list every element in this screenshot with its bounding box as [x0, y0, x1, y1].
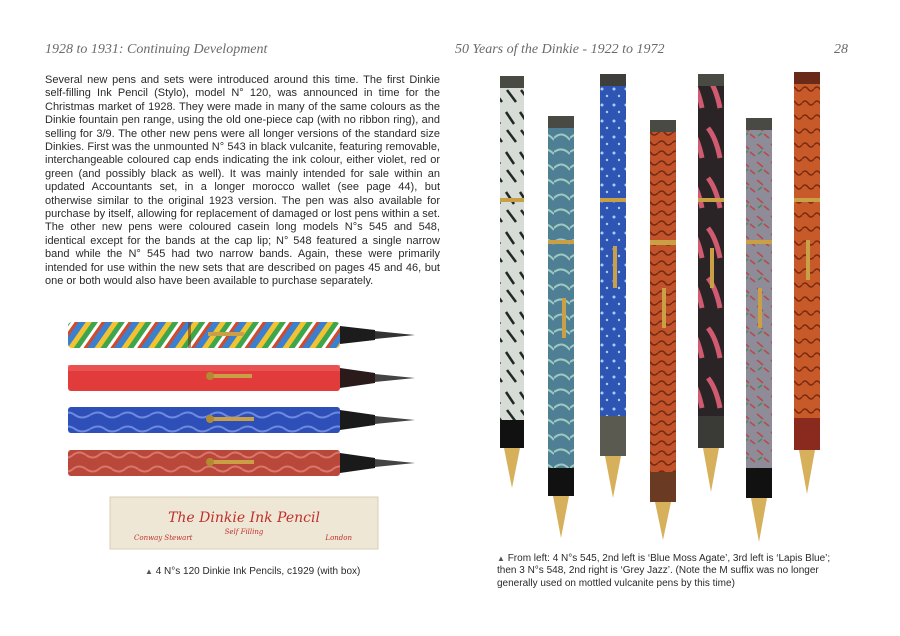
caption-fountain-pens: [497, 553, 842, 590]
fountain-pens-illustration: [490, 68, 845, 546]
page-number: 28: [834, 42, 848, 57]
pencil-red: [68, 365, 415, 391]
pen-2: [548, 116, 574, 538]
caption-fountain-pens-text: From left: 4 N°s 545, 2nd left is ‘Blue Moss Agate’, 3rd left is ‘Lapis Blue’; then 3 N°s 548, 2nd right is ‘Grey Jazz’. (Note the M suffix was no longer generally used on mottled vulcanite pens by this time): [497, 553, 831, 589]
pen-4: [650, 120, 676, 540]
pen-3: [600, 74, 626, 498]
box-subtitle: Self Filling: [224, 528, 264, 536]
pen-5: [698, 74, 724, 492]
box-title: The Dinkie Ink Pencil: [168, 510, 320, 526]
body-text: Several new pens and sets were introduced around this time. The first Dinkie self-filling Ink Pencil (Stylo), model N° 120, was announced in time for the Christmas market of 1928. They were made in many of the same colours as the Dinkie fountain pen range, using the old one-piece cap (with no ribbon ring), and selling for 3/9. The other new pens were all longer versions of the standard size Dinkies. First was the unmounted N° 543 in black vulcanite, featuring removable, interchangeable coloured cap ends indicating the ink colour, either violet, red or green (and possibly black as well). It was mainly intended for sale within an updated Accountants set, in a longer morocco wallet (see page 44), but otherwise similar to the original 1923 version. The pen was also available for purchase by itself, allowing for replacement of damaged or lost pens within a set. The other new pens were coloured casein long models N°s 545 and 548, identical except for the bands at the cap lip; N° 548 featured a single narrow band while the N° 545 had two narrow bands. Again, these were primarily intended for use within the new sets that are described on pages 45 and 46, but one or both would also have been available to purchase separately.: [45, 74, 440, 288]
running-head-left: 1928 to 1931: Continuing Development: [45, 42, 268, 57]
caption-marker-icon: ▲: [497, 554, 505, 563]
box-maker: Conway Stewart: [134, 534, 193, 542]
pen-1: [500, 76, 524, 488]
pen-6: [746, 118, 772, 542]
caption-ink-pencils: [145, 566, 415, 578]
fountain-pens-photo: [490, 68, 845, 546]
pencil-multicolor: [68, 322, 415, 348]
pencil-blue: [68, 407, 415, 433]
pencil-brick: [68, 450, 415, 476]
caption-marker-icon: ▲: [145, 567, 153, 576]
ink-pencils-illustration: [60, 310, 430, 560]
box-city: London: [325, 534, 352, 542]
pen-7: [794, 72, 820, 494]
pencil-box: [110, 497, 378, 549]
ink-pencils-photo: [60, 310, 430, 560]
running-head-right: 50 Years of the Dinkie - 1922 to 1972: [455, 42, 665, 57]
caption-ink-pencils-text: 4 N°s 120 Dinkie Ink Pencils, c1929 (with box): [155, 566, 361, 577]
